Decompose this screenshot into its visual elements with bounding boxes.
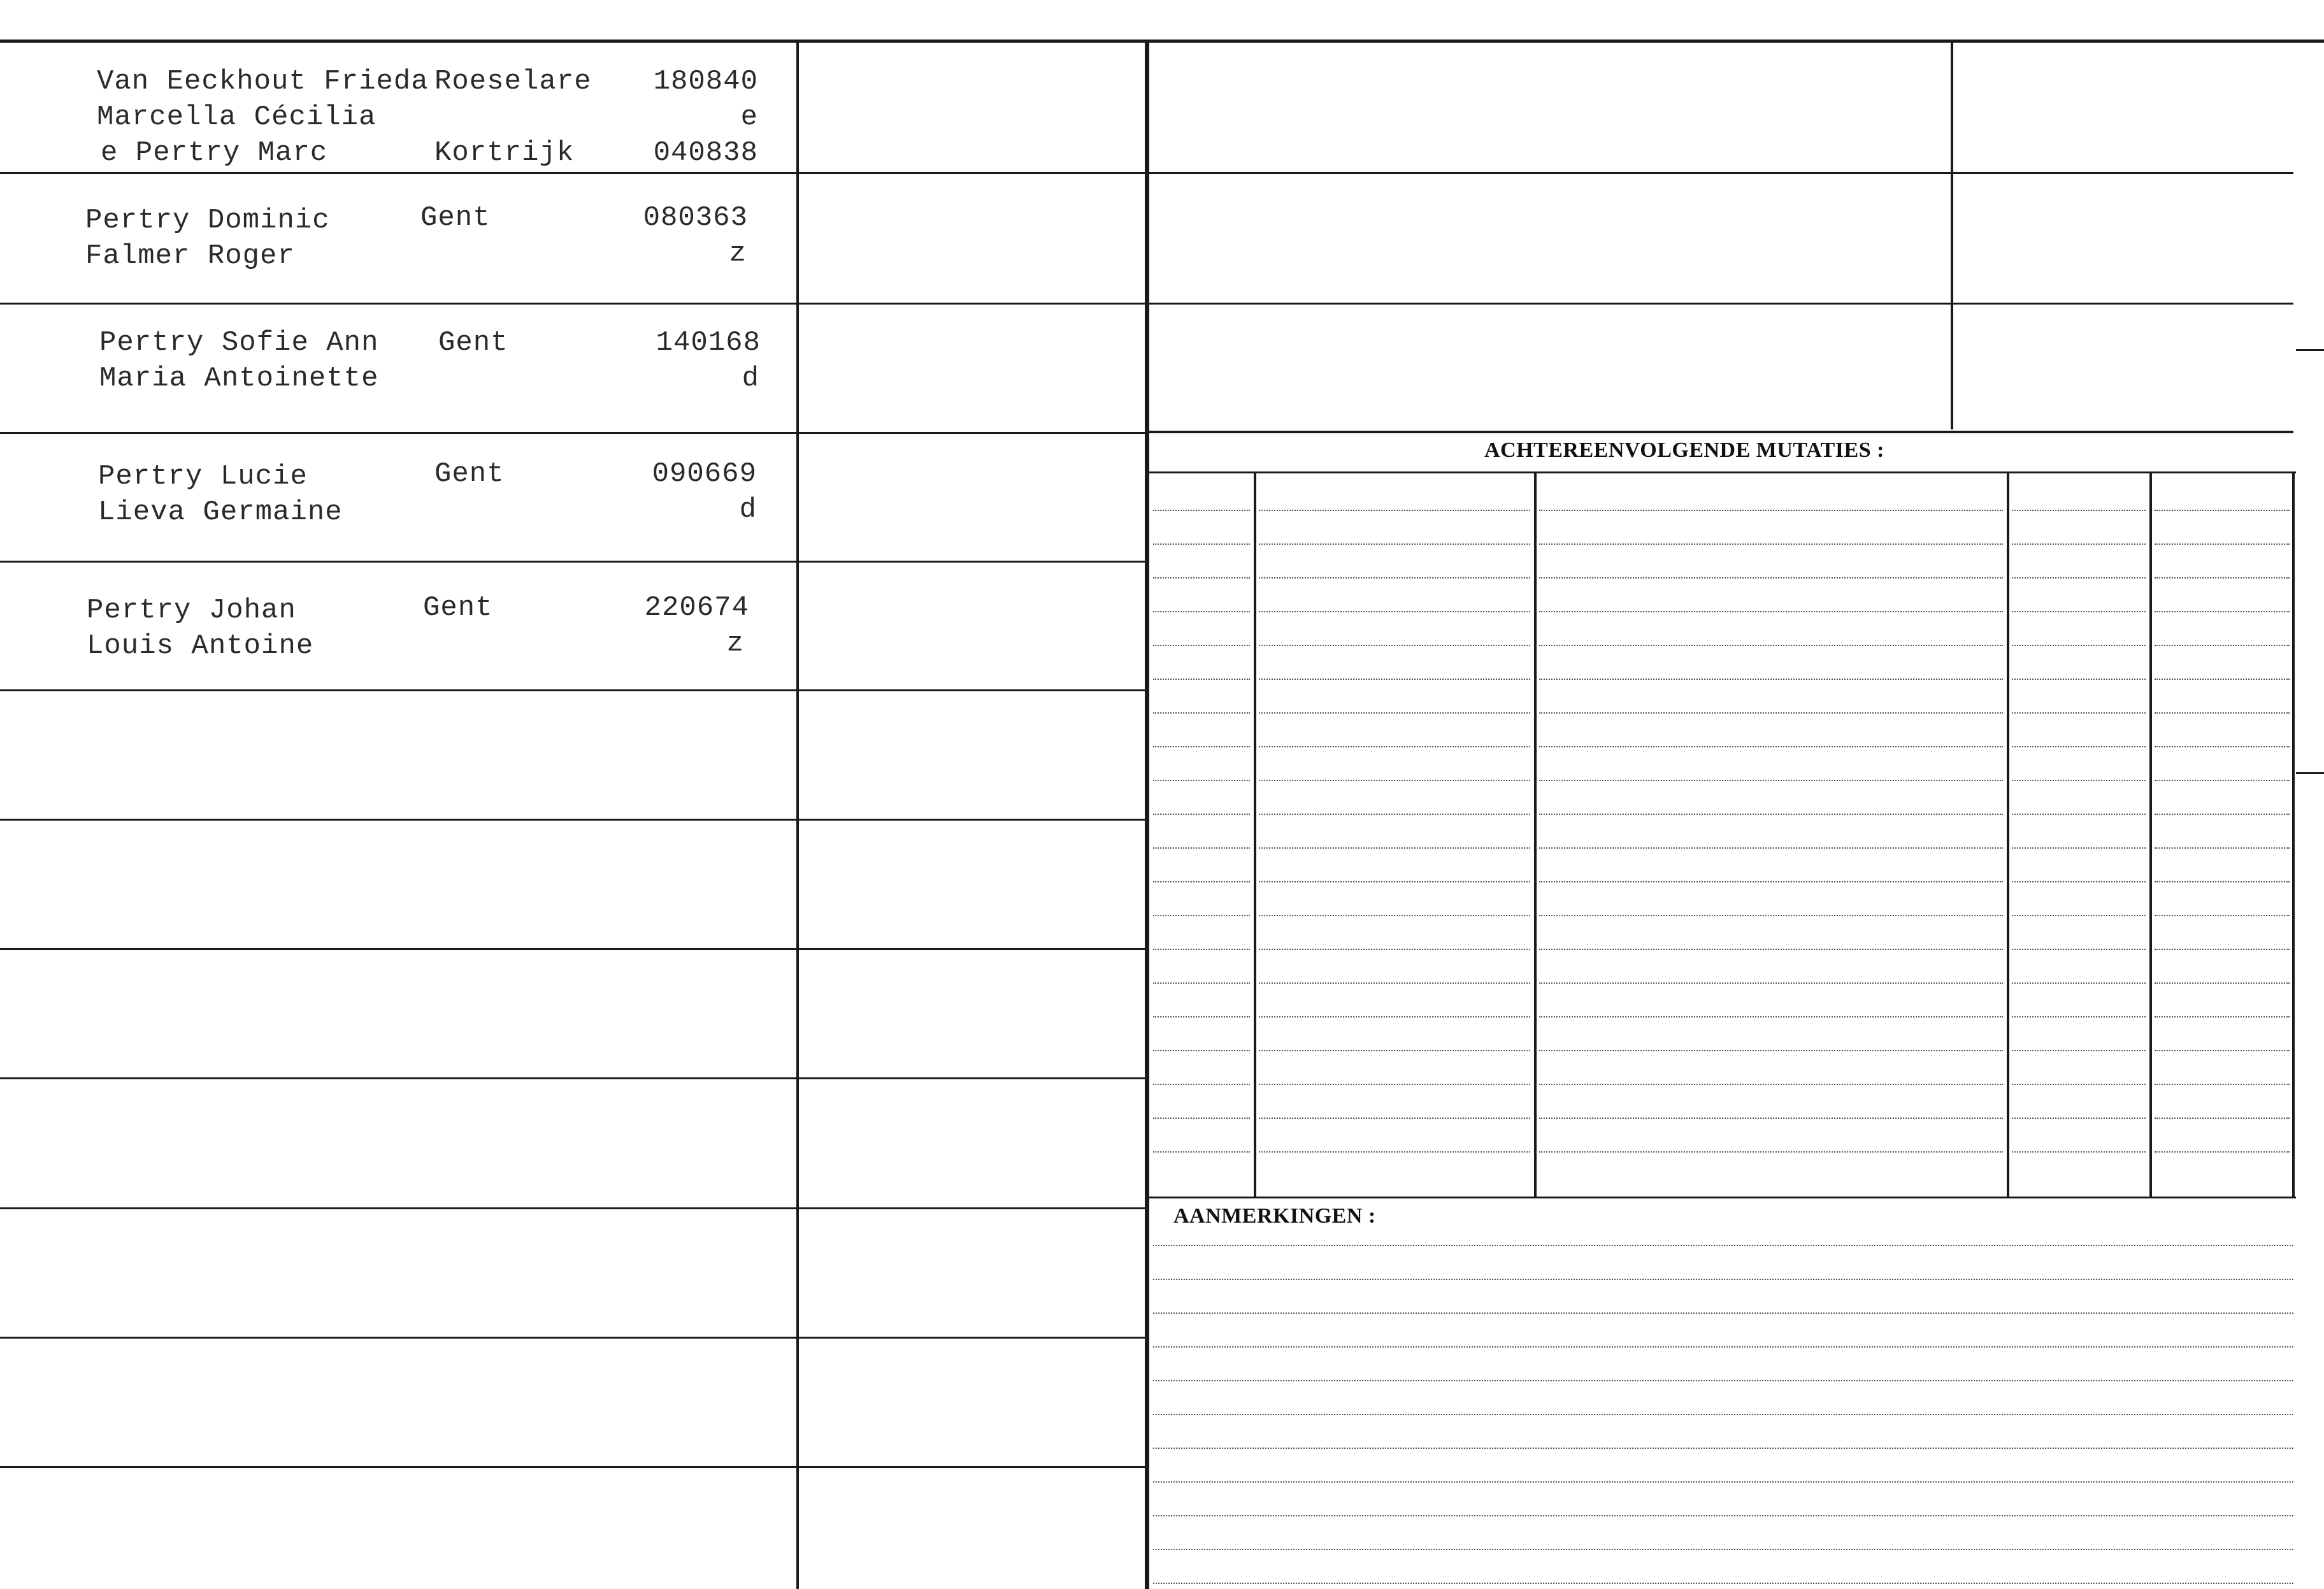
mutaties-ruling <box>2012 1084 2146 1085</box>
right-box-divider <box>1951 41 1953 429</box>
mutaties-ruling <box>1153 915 1250 916</box>
entry-date: 090669 <box>652 458 757 490</box>
mutaties-ruling <box>2155 814 2290 815</box>
mutaties-ruling <box>1259 814 1530 815</box>
mutaties-ruling <box>2155 915 2290 916</box>
aanmerkingen-ruling <box>1153 1414 2293 1415</box>
aanmerkingen-ruling <box>1153 1279 2293 1280</box>
aanmerkingen-ruling <box>1153 1346 2293 1348</box>
mutaties-ruling <box>1539 510 2003 511</box>
mutaties-ruling <box>1153 847 1250 849</box>
mutaties-ruling <box>2155 577 2290 579</box>
mutaties-column-divider <box>2149 473 2152 1198</box>
mutaties-ruling <box>2155 1016 2290 1017</box>
row-divider <box>0 819 1147 821</box>
mutaties-ruling <box>2012 1118 2146 1119</box>
aanmerkingen-ruling <box>1153 1380 2293 1381</box>
mutaties-ruling <box>1259 982 1530 984</box>
mutaties-ruling <box>2012 543 2146 545</box>
entry-name-continued: Marcella Cécilia <box>97 101 377 133</box>
mutaties-ruling <box>2155 1118 2290 1119</box>
mutaties-ruling <box>2012 577 2146 579</box>
mutaties-ruling <box>1539 1151 2003 1153</box>
mutaties-ruling <box>2012 915 2146 916</box>
mutaties-ruling <box>1259 712 1530 714</box>
mutaties-ruling <box>1539 746 2003 747</box>
mutaties-ruling <box>1153 1118 1250 1119</box>
mutaties-ruling <box>1539 1084 2003 1085</box>
entry-date: 080363 <box>643 202 748 234</box>
mutaties-ruling <box>1259 679 1530 680</box>
mutaties-ruling <box>1259 1118 1530 1119</box>
aanmerkingen-ruling <box>1153 1312 2293 1314</box>
mutaties-column-divider <box>2007 473 2009 1198</box>
right-box-line <box>1147 172 2293 174</box>
entry-date: 220674 <box>644 592 749 624</box>
mutaties-ruling <box>1259 1016 1530 1017</box>
mutaties-ruling <box>1153 746 1250 747</box>
mutaties-ruling <box>2012 847 2146 849</box>
mutaties-ruling <box>1153 611 1250 612</box>
mutaties-ruling <box>1153 577 1250 579</box>
row-divider <box>0 561 1147 563</box>
mutaties-ruling <box>1153 1151 1250 1153</box>
entry-name: Pertry Dominic <box>85 205 330 236</box>
row-divider <box>0 303 1147 305</box>
aanmerkingen-ruling <box>1153 1448 2293 1449</box>
aanmerkingen-ruling <box>1153 1515 2293 1516</box>
mutaties-ruling <box>2155 847 2290 849</box>
mutaties-ruling <box>2012 1050 2146 1051</box>
mutaties-ruling <box>1539 645 2003 646</box>
mutaties-ruling <box>1539 1118 2003 1119</box>
mutaties-ruling <box>1259 746 1530 747</box>
mutaties-ruling <box>1259 543 1530 545</box>
mutaties-ruling <box>2155 1050 2290 1051</box>
mutaties-ruling <box>1259 611 1530 612</box>
mutaties-ruling <box>2012 814 2146 815</box>
mutaties-ruling <box>1259 847 1530 849</box>
mutaties-ruling <box>1259 1151 1530 1153</box>
entry-code: d <box>742 363 759 394</box>
mutaties-ruling <box>1539 577 2003 579</box>
entry-place: Gent <box>423 592 493 624</box>
mutaties-ruling <box>2155 949 2290 950</box>
edge-tick <box>2296 349 2324 351</box>
mutaties-ruling <box>2155 679 2290 680</box>
mutaties-ruling <box>1153 679 1250 680</box>
edge-tick <box>2296 772 2324 774</box>
entry-code: e <box>740 101 758 133</box>
mutaties-ruling <box>2012 712 2146 714</box>
mutaties-ruling <box>1259 510 1530 511</box>
mutaties-ruling <box>1539 949 2003 950</box>
aanmerkingen-ruling <box>1153 1481 2293 1483</box>
entry-name-continued: Lieva Germaine <box>98 496 343 528</box>
entry-name: Pertry Johan <box>87 594 296 626</box>
mutaties-ruling <box>1153 712 1250 714</box>
entry-name: Pertry Sofie Ann <box>99 327 379 359</box>
entry-row <box>0 459 790 535</box>
row-divider <box>0 1466 1147 1468</box>
row-divider <box>0 689 1147 691</box>
mutaties-ruling <box>1259 577 1530 579</box>
entry-name: Van Eeckhout Frieda <box>97 66 429 97</box>
entry-row <box>0 64 790 172</box>
mutaties-ruling <box>2012 1016 2146 1017</box>
entry-place: Gent <box>434 458 505 490</box>
mutaties-ruling <box>1539 982 2003 984</box>
mutaties-ruling <box>2155 1084 2290 1085</box>
mutaties-ruling <box>1539 1016 2003 1017</box>
mutaties-ruling <box>1153 510 1250 511</box>
mutaties-ruling <box>1539 543 2003 545</box>
row-divider <box>0 432 1147 434</box>
entry-code: d <box>739 494 757 526</box>
mutaties-ruling <box>2155 746 2290 747</box>
mutaties-ruling <box>1539 780 2003 781</box>
entry-name-continued: Maria Antoinette <box>99 363 379 394</box>
mutaties-ruling <box>1153 780 1250 781</box>
left-column-divider <box>796 41 799 1589</box>
top-border <box>0 40 2324 43</box>
entry-row <box>0 325 790 401</box>
mutaties-right-border <box>2292 473 2295 1198</box>
mutaties-ruling <box>2012 611 2146 612</box>
mutaties-ruling <box>2155 543 2290 545</box>
right-box-line <box>1147 303 2293 305</box>
mutaties-ruling <box>2012 679 2146 680</box>
mutaties-ruling <box>1259 949 1530 950</box>
aanmerkingen-ruling <box>1153 1549 2293 1550</box>
entry-code: z <box>726 628 744 659</box>
entry-place: Roeselare <box>434 66 592 97</box>
mutaties-title: ACHTEREENVOLGENDE MUTATIES : <box>1484 438 1884 462</box>
row-divider <box>0 172 1147 174</box>
mutaties-ruling <box>2012 645 2146 646</box>
mutaties-ruling <box>2012 982 2146 984</box>
mutaties-ruling <box>2012 510 2146 511</box>
aanmerkingen-ruling <box>1153 1245 2293 1246</box>
row-divider <box>0 1207 1147 1209</box>
mutaties-ruling <box>1539 712 2003 714</box>
entry-name-continued: Falmer Roger <box>85 240 295 272</box>
mutaties-ruling <box>2155 1151 2290 1153</box>
mutaties-ruling <box>2155 780 2290 781</box>
mutaties-ruling <box>1539 1050 2003 1051</box>
entry-place: Gent <box>438 327 508 359</box>
mutaties-column-divider <box>1254 473 1256 1198</box>
mutaties-ruling <box>1539 847 2003 849</box>
row-divider <box>0 948 1147 950</box>
mutaties-ruling <box>2155 645 2290 646</box>
mutaties-ruling <box>1153 543 1250 545</box>
right-box-line <box>1147 431 2293 433</box>
entry-row <box>0 203 790 279</box>
entry-place: Gent <box>420 202 491 234</box>
entry-code: z <box>729 238 747 270</box>
mutaties-ruling <box>1259 780 1530 781</box>
mutaties-ruling <box>1153 982 1250 984</box>
entry-place: Kortrijk <box>434 137 575 169</box>
mutaties-ruling <box>2155 982 2290 984</box>
mutaties-ruling <box>1259 915 1530 916</box>
mutaties-ruling <box>1259 1084 1530 1085</box>
mutaties-ruling <box>2012 746 2146 747</box>
mutaties-top-border <box>1149 471 2296 473</box>
mutaties-ruling <box>1153 814 1250 815</box>
mutaties-ruling <box>1153 1084 1250 1085</box>
mutaties-ruling <box>1539 814 2003 815</box>
row-divider <box>0 1077 1147 1079</box>
mutaties-ruling <box>1539 611 2003 612</box>
mutaties-ruling <box>1153 1016 1250 1017</box>
aanmerkingen-ruling <box>1153 1583 2293 1584</box>
entry-date: 180840 <box>653 66 758 97</box>
center-column-divider <box>1145 41 1149 1589</box>
mutaties-ruling <box>1153 645 1250 646</box>
mutaties-ruling <box>1539 881 2003 882</box>
mutaties-ruling <box>2155 510 2290 511</box>
entry-name-continued: Louis Antoine <box>87 630 314 662</box>
mutaties-ruling <box>2012 881 2146 882</box>
mutaties-ruling <box>1259 881 1530 882</box>
mutaties-ruling <box>2012 1151 2146 1153</box>
mutaties-ruling <box>2155 881 2290 882</box>
mutaties-ruling <box>2155 611 2290 612</box>
mutaties-ruling <box>1539 679 2003 680</box>
mutaties-bottom-border <box>1149 1197 2296 1198</box>
mutaties-ruling <box>1539 915 2003 916</box>
entry-spouse: e Pertry Marc <box>101 137 328 169</box>
mutaties-ruling <box>1259 645 1530 646</box>
mutaties-column-divider <box>1534 473 1537 1198</box>
entry-name: Pertry Lucie <box>98 461 308 493</box>
mutaties-ruling <box>2012 780 2146 781</box>
mutaties-ruling <box>1259 1050 1530 1051</box>
mutaties-ruling <box>1153 1050 1250 1051</box>
mutaties-ruling <box>2012 949 2146 950</box>
mutaties-ruling <box>1153 949 1250 950</box>
mutaties-ruling <box>1153 881 1250 882</box>
entry-row <box>0 593 790 669</box>
row-divider <box>0 1337 1147 1339</box>
entry-date: 140168 <box>656 327 761 359</box>
entry-date: 040838 <box>653 137 758 169</box>
aanmerkingen-title: AANMERKINGEN : <box>1173 1204 1376 1228</box>
mutaties-ruling <box>2155 712 2290 714</box>
